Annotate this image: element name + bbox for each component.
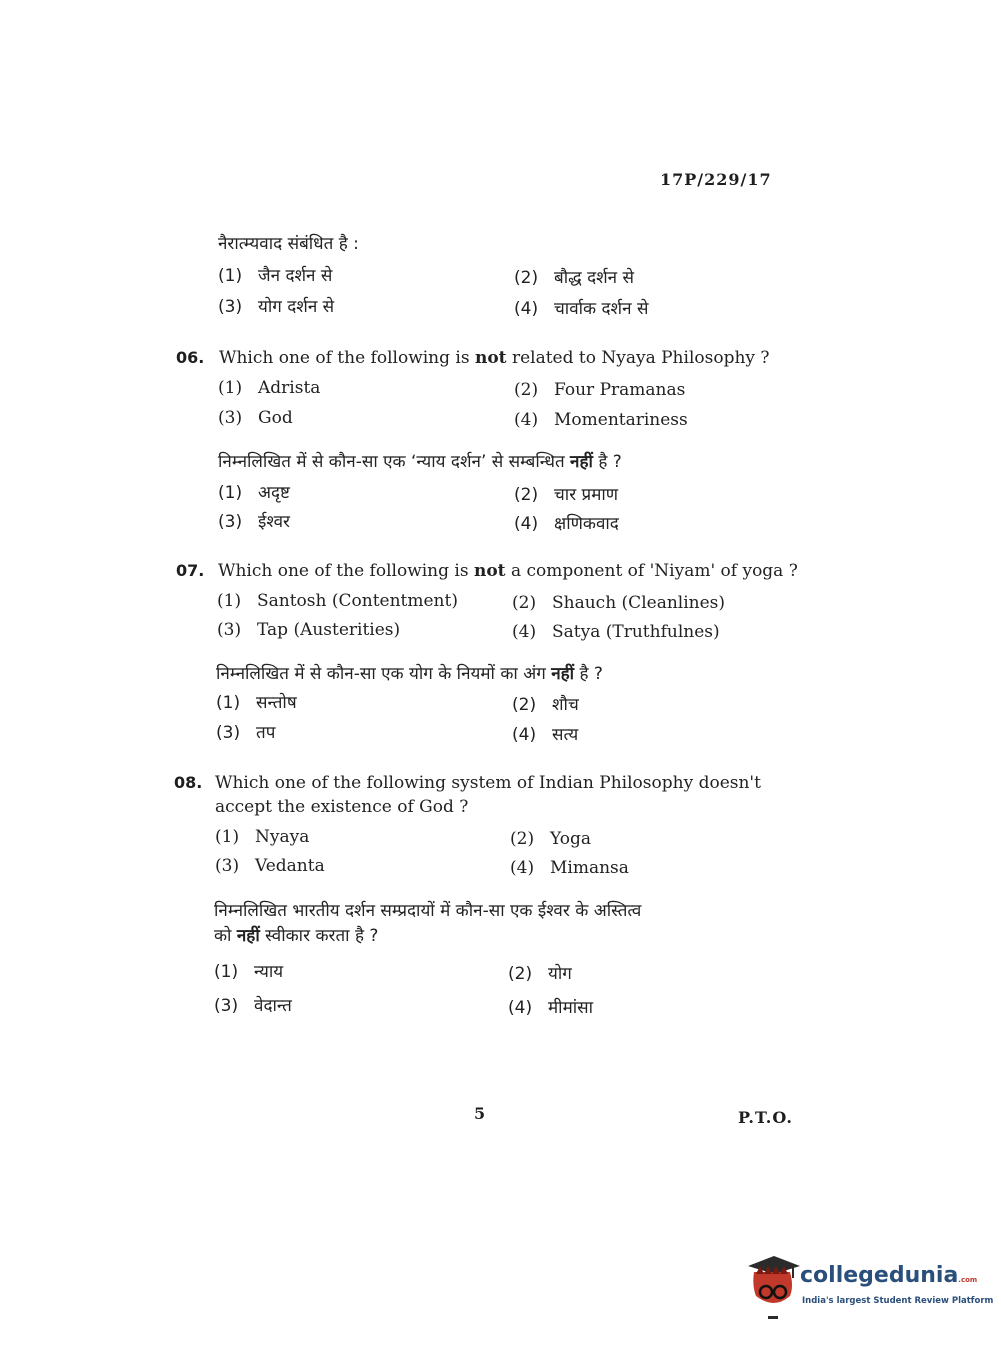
q07-hindi-option-4: (4) सत्य (512, 725, 579, 745)
logo-wordmark: collegedunia.com (800, 1263, 978, 1288)
q05-hindi-question: नैरात्म्यवाद संबंधित है : (218, 234, 359, 254)
q06-question: Which one of the following is not related to Nyaya Philosophy ? (219, 348, 770, 368)
q06-option-4: (4) Momentariness (514, 410, 688, 430)
q05-hindi-option-2: (2) बौद्ध दर्शन से (514, 268, 635, 288)
q07-number: 07. (176, 561, 205, 580)
q07-option-4: (4) Satya (Truthfulnes) (512, 622, 720, 642)
q08-number: 08. (174, 773, 203, 792)
q06-option-1: (1) Adrista (218, 378, 321, 398)
q06-option-3: (3) God (218, 408, 293, 428)
paper-code: 17P/229/17 (660, 170, 772, 189)
logo-tagline: India's largest Student Review Platform (802, 1296, 994, 1306)
q06-hindi-option-3: (3) ईश्वर (218, 512, 290, 532)
q06-hindi-option-4: (4) क्षणिकवाद (514, 514, 619, 534)
q08-question-line2: accept the existence of God ? (215, 797, 469, 817)
q06-hindi-question: निम्नलिखित में से कौन-सा एक ‘न्याय दर्शन’ से सम्बन्धित नहीं है ? (218, 452, 622, 472)
mascot-base (768, 1316, 778, 1319)
q08-question-line1: Which one of the following system of Indian Philosophy doesn't (215, 773, 761, 793)
q07-hindi-option-1: (1) सन्तोष (216, 693, 297, 713)
q06-option-2: (2) Four Pramanas (514, 380, 686, 400)
q07-hindi-question: निम्नलिखित में से कौन-सा एक योग के नियमों का अंग नहीं है ? (216, 664, 603, 684)
q08-option-3: (3) Vedanta (215, 856, 325, 876)
q07-question: Which one of the following is not a component of 'Niyam' of yoga ? (218, 561, 798, 581)
pto-label: P.T.O. (738, 1108, 793, 1127)
q06-hindi-option-2: (2) चार प्रमाण (514, 485, 619, 505)
q08-option-4: (4) Mimansa (510, 858, 629, 878)
mascot-icon (744, 1252, 804, 1312)
q07-option-3: (3) Tap (Austerities) (217, 620, 401, 640)
q07-option-2: (2) Shauch (Cleanlines) (512, 593, 726, 613)
q08-hindi-question-line2: को नहीं स्वीकार करता है ? (214, 926, 379, 946)
q08-hindi-option-2: (2) योग (508, 964, 572, 984)
q05-hindi-option-3: (3) योग दर्शन से (218, 297, 335, 317)
q05-hindi-option-4: (4) चार्वाक दर्शन से (514, 299, 649, 319)
q07-option-1: (1) Santosh (Contentment) (217, 591, 458, 611)
q05-hindi-option-1: (1) जैन दर्शन से (218, 266, 333, 286)
page-number: 5 (474, 1104, 486, 1123)
q08-hindi-option-4: (4) मीमांसा (508, 998, 594, 1018)
q07-hindi-option-2: (2) शौच (512, 695, 579, 715)
q06-hindi-option-1: (1) अदृष्ट (218, 483, 290, 503)
q08-hindi-question-line1: निम्नलिखित भारतीय दर्शन सम्प्रदायों में कौन-सा एक ईश्वर के अस्तित्व (214, 901, 642, 921)
q07-hindi-option-3: (3) तप (216, 723, 276, 743)
q08-option-2: (2) Yoga (510, 829, 591, 849)
q08-hindi-option-1: (1) न्याय (214, 962, 284, 982)
q06-number: 06. (176, 348, 205, 367)
q08-option-1: (1) Nyaya (215, 827, 310, 847)
q08-hindi-option-3: (3) वेदान्त (214, 996, 292, 1016)
